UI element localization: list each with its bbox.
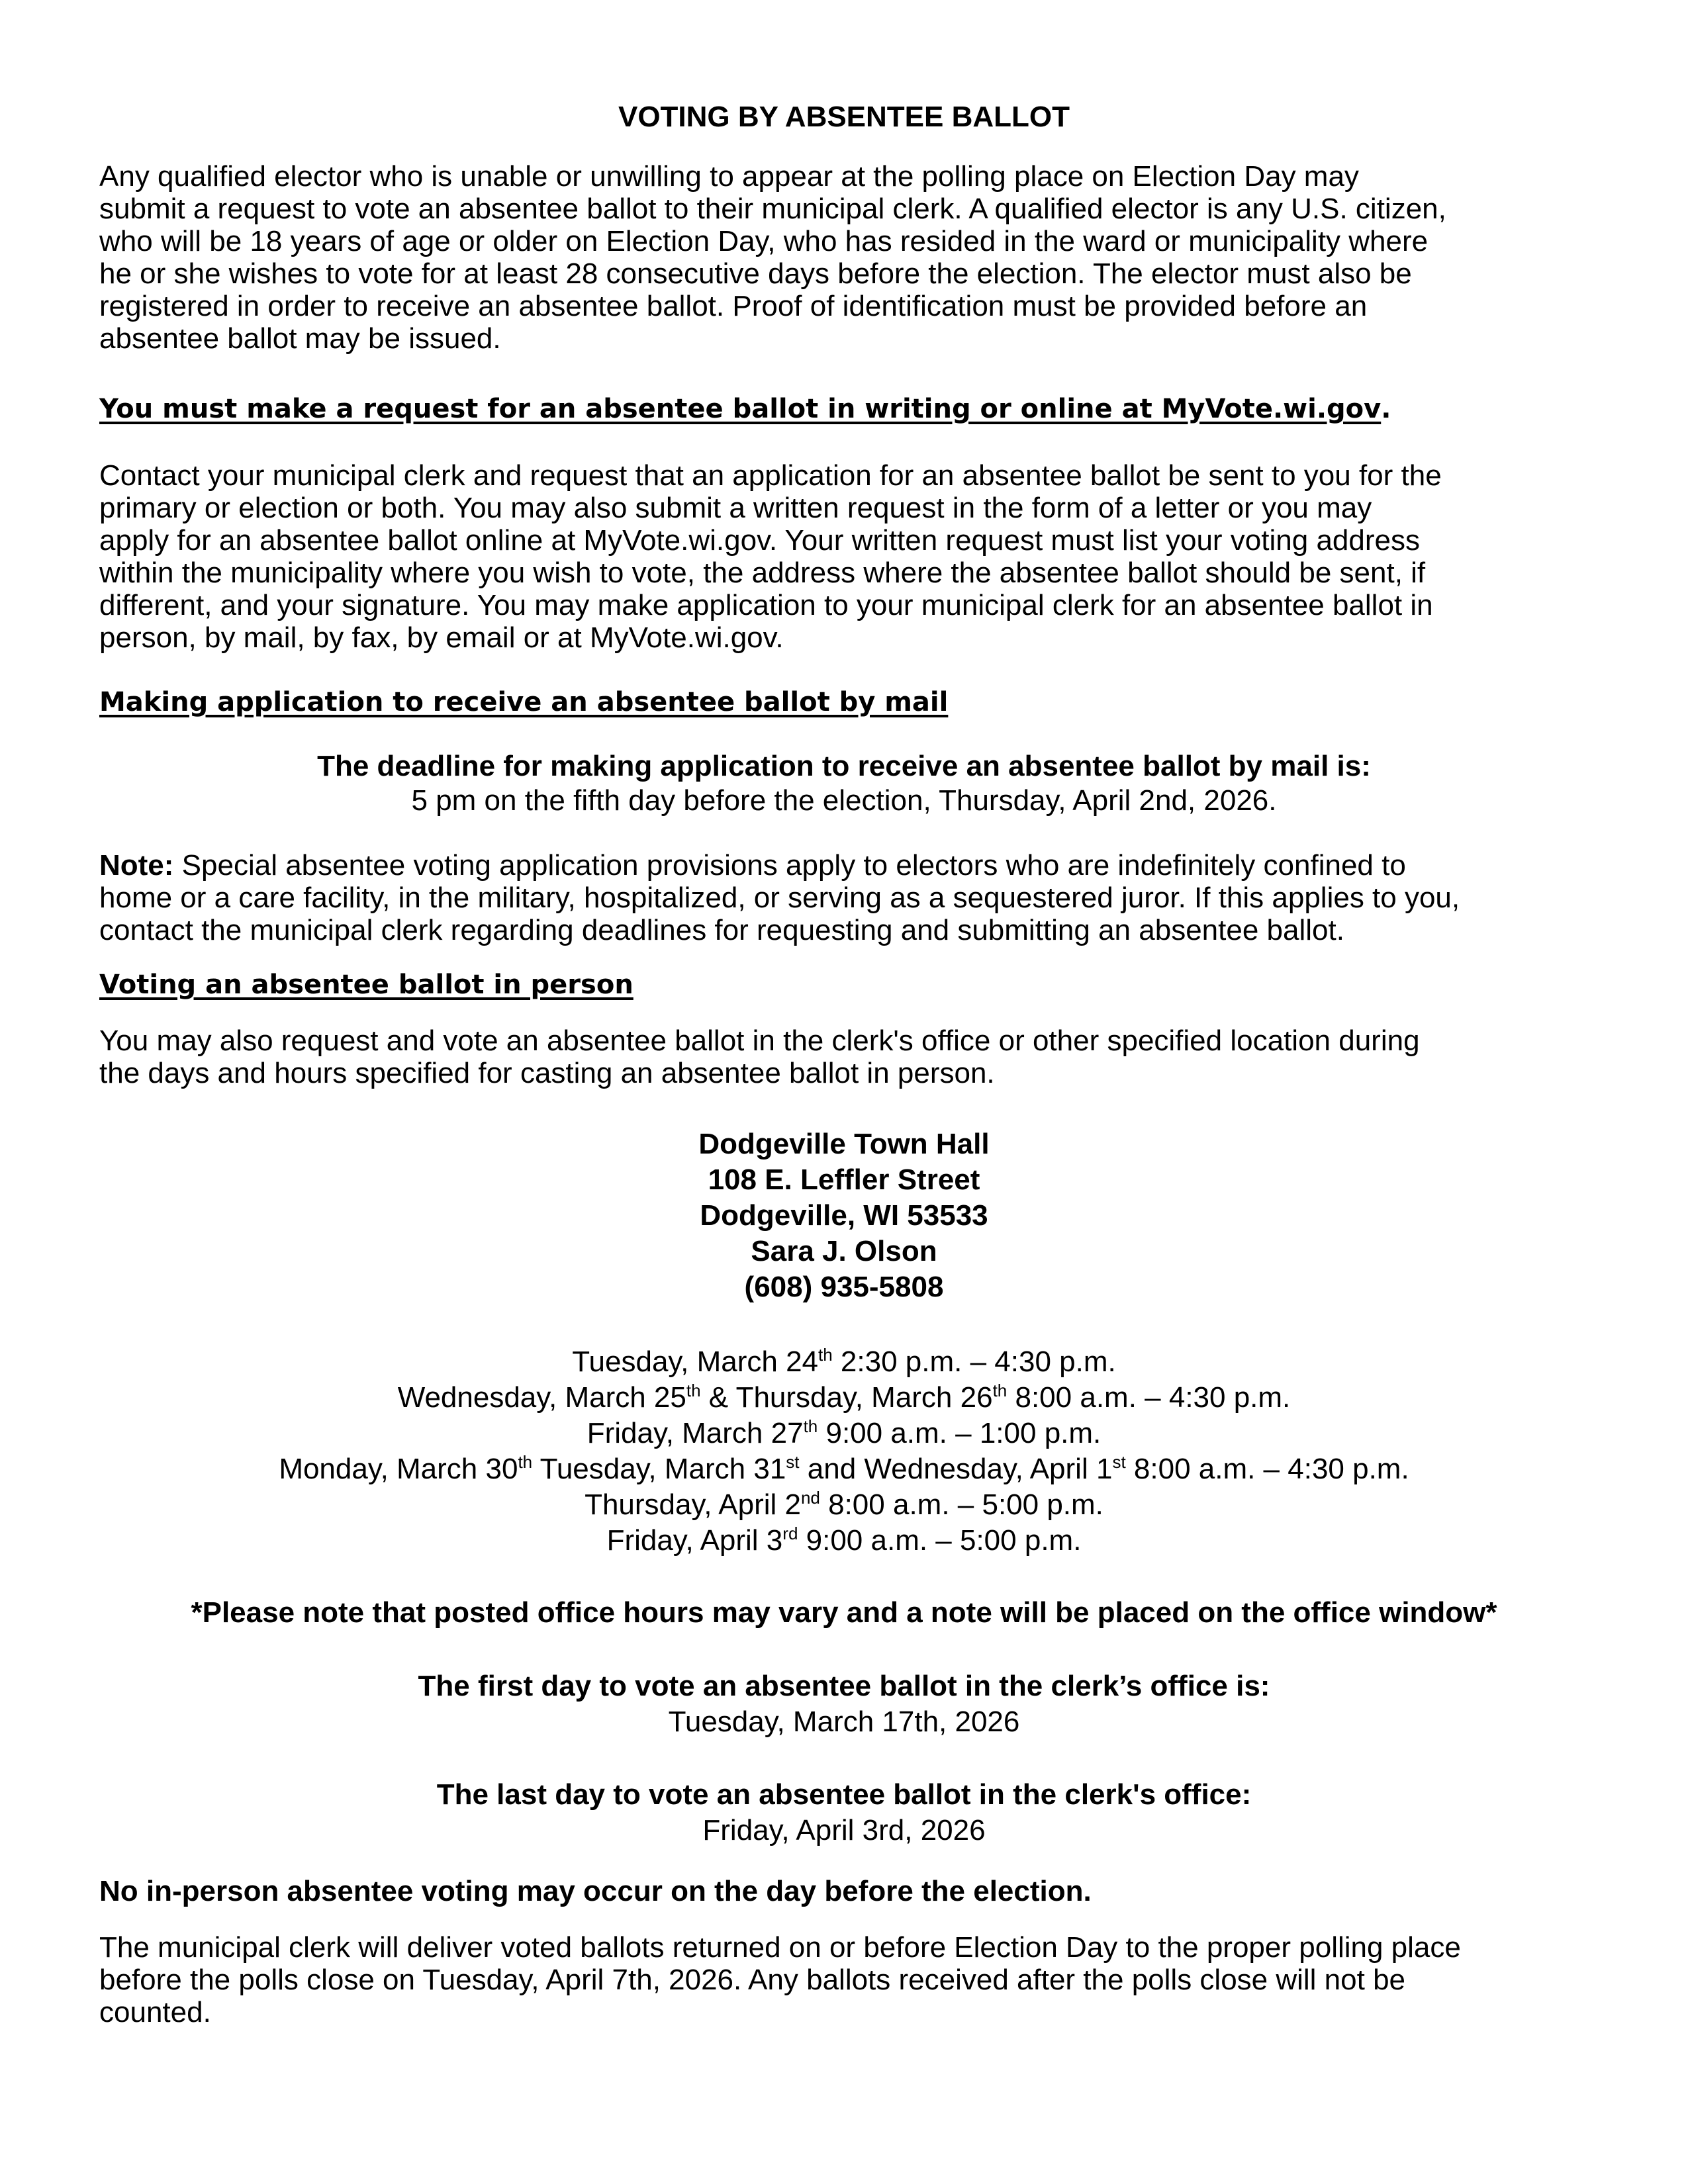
last-day-value: Friday, April 3rd, 2026 [702,1814,986,1846]
note-line: Special absentee voting application provisions apply to electors who are indefinitely confined to [173,849,1406,882]
mail-deadline-label: The deadline for making application to receive an absentee ballot by mail is: [317,750,1371,782]
text-line: within the municipality where you wish to vote, the address where the absentee ballot should be sent, if [99,557,1426,589]
note-line: contact the municipal clerk regarding deadlines for requesting and submitting an absentee ballot. [99,914,1344,946]
contact-paragraph [99,459,1589,654]
text-line: submit a request to vote an absentee ballot to their municipal clerk. A qualified elector is any U.S. citizen, [99,193,1446,225]
page-title: VOTING BY ABSENTEE BALLOT [618,101,1070,133]
text-line: Dodgeville Town Hall [698,1128,990,1160]
schedule-text: Thursday, April 2 [585,1488,801,1521]
note-paragraph [99,849,1589,946]
schedule-text: 8:00 a.m. – 4:30 p.m. [1125,1453,1409,1485]
ordinal-suffix: rd [782,1524,798,1543]
schedule-text: Friday, March 27 [586,1417,804,1449]
request-heading-period: . [1381,394,1391,424]
schedule-text: 2:30 p.m. – 4:30 p.m. [832,1345,1116,1378]
text-line: person, by mail, by fax, by email or at MyVote.wi.gov. [99,621,784,654]
mail-deadline-value: 5 pm on the fifth day before the election, Thursday, April 2nd, 2026. [411,784,1277,817]
office-hours-schedule [0,1344,1688,1559]
text-line: Any qualified elector who is unable or unwilling to appear at the polling place on Election Day may [99,160,1359,193]
ordinal-suffix: th [818,1345,833,1365]
text-line: before the polls close on Tuesday, April 7th, 2026. Any ballots received after the polls close will not be [99,1964,1406,1996]
first-day-value: Tuesday, March 17th, 2026 [668,1706,1020,1738]
text-line: absentee ballot may be issued. [99,322,501,355]
text-line: Sara J. Olson [751,1235,937,1267]
text-line: Contact your municipal clerk and request that an application for an absentee ballot be sent to you for the [99,459,1442,492]
clerk-address [0,1126,1688,1305]
text-line: primary or election or both. You may also submit a written request in the form of a letter or you may [99,492,1372,524]
last-day-label: The last day to vote an absentee ballot in the clerk's office: [436,1778,1252,1811]
ordinal-suffix: th [803,1416,818,1436]
ordinal-suffix: th [992,1381,1008,1400]
schedule-line [0,1344,1688,1380]
schedule-text: Friday, April 3 [606,1524,783,1557]
schedule-line [0,1380,1688,1416]
ordinal-suffix: st [786,1452,800,1472]
schedule-text: & Thursday, March 26 [700,1381,993,1414]
schedule-text: 8:00 a.m. – 4:30 p.m. [1007,1381,1291,1414]
text-line: registered in order to receive an absentee ballot. Proof of identification must be provided before an [99,290,1368,322]
inperson-heading: Voting an absentee ballot in person [99,970,633,1000]
schedule-line [0,1487,1688,1523]
mail-heading: Making application to receive an absentee ballot by mail [99,687,949,717]
hours-note: *Please note that posted office hours may vary and a note will be placed on the office window* [191,1596,1497,1629]
schedule-line [0,1451,1688,1487]
note-label: Note: [99,849,174,882]
text-line: Dodgeville, WI 53533 [700,1199,988,1232]
text-line: You may also request and vote an absentee ballot in the clerk's office or other specified location during [99,1024,1420,1057]
text-line: The municipal clerk will deliver voted ballots returned on or before Election Day to the proper polling place [99,1931,1461,1964]
schedule-text: Tuesday, March 24 [572,1345,819,1378]
note-line: home or a care facility, in the military, hospitalized, or serving as a sequestered juror. If this applies to you, [99,882,1460,914]
schedule-text: Tuesday, March 31 [532,1453,786,1485]
text-line: (608) 935-5808 [744,1271,944,1303]
text-line: counted. [99,1996,211,2028]
ordinal-suffix: th [518,1452,533,1472]
schedule-text: and Wednesday, April 1 [799,1453,1113,1485]
schedule-text: 9:00 a.m. – 1:00 p.m. [818,1417,1102,1449]
schedule-line [0,1523,1688,1559]
final-paragraph [99,1931,1589,2028]
schedule-text: Wednesday, March 25 [397,1381,686,1414]
text-line: the days and hours specified for casting an absentee ballot in person. [99,1057,995,1089]
schedule-text: Monday, March 30 [279,1453,518,1485]
text-line: different, and your signature. You may make application to your municipal clerk for an absentee ballot in [99,589,1433,621]
intro-paragraph [99,160,1589,355]
ordinal-suffix: th [686,1381,701,1400]
ordinal-suffix: st [1112,1452,1126,1472]
text-line: he or she wishes to vote for at least 28 consecutive days before the election. The elector must also be [99,257,1412,290]
inperson-paragraph [99,1024,1589,1089]
no-inperson-notice: No in-person absentee voting may occur on the day before the election. [99,1875,1092,1907]
schedule-line [0,1416,1688,1451]
text-line: apply for an absentee ballot online at MyVote.wi.gov. Your written request must list your voting address [99,524,1420,557]
text-line: 108 E. Leffler Street [708,1163,980,1196]
request-heading [99,393,1589,426]
request-heading-text: You must make a request for an absentee ballot in writing or online at MyVote.wi.gov [99,394,1382,424]
text-line: who will be 18 years of age or older on Election Day, who has resided in the ward or municipality where [99,225,1429,257]
first-day-label: The first day to vote an absentee ballot in the clerk’s office is: [418,1670,1270,1702]
schedule-text: 9:00 a.m. – 5:00 p.m. [798,1524,1082,1557]
schedule-text: 8:00 a.m. – 5:00 p.m. [820,1488,1103,1521]
ordinal-suffix: nd [800,1488,820,1508]
